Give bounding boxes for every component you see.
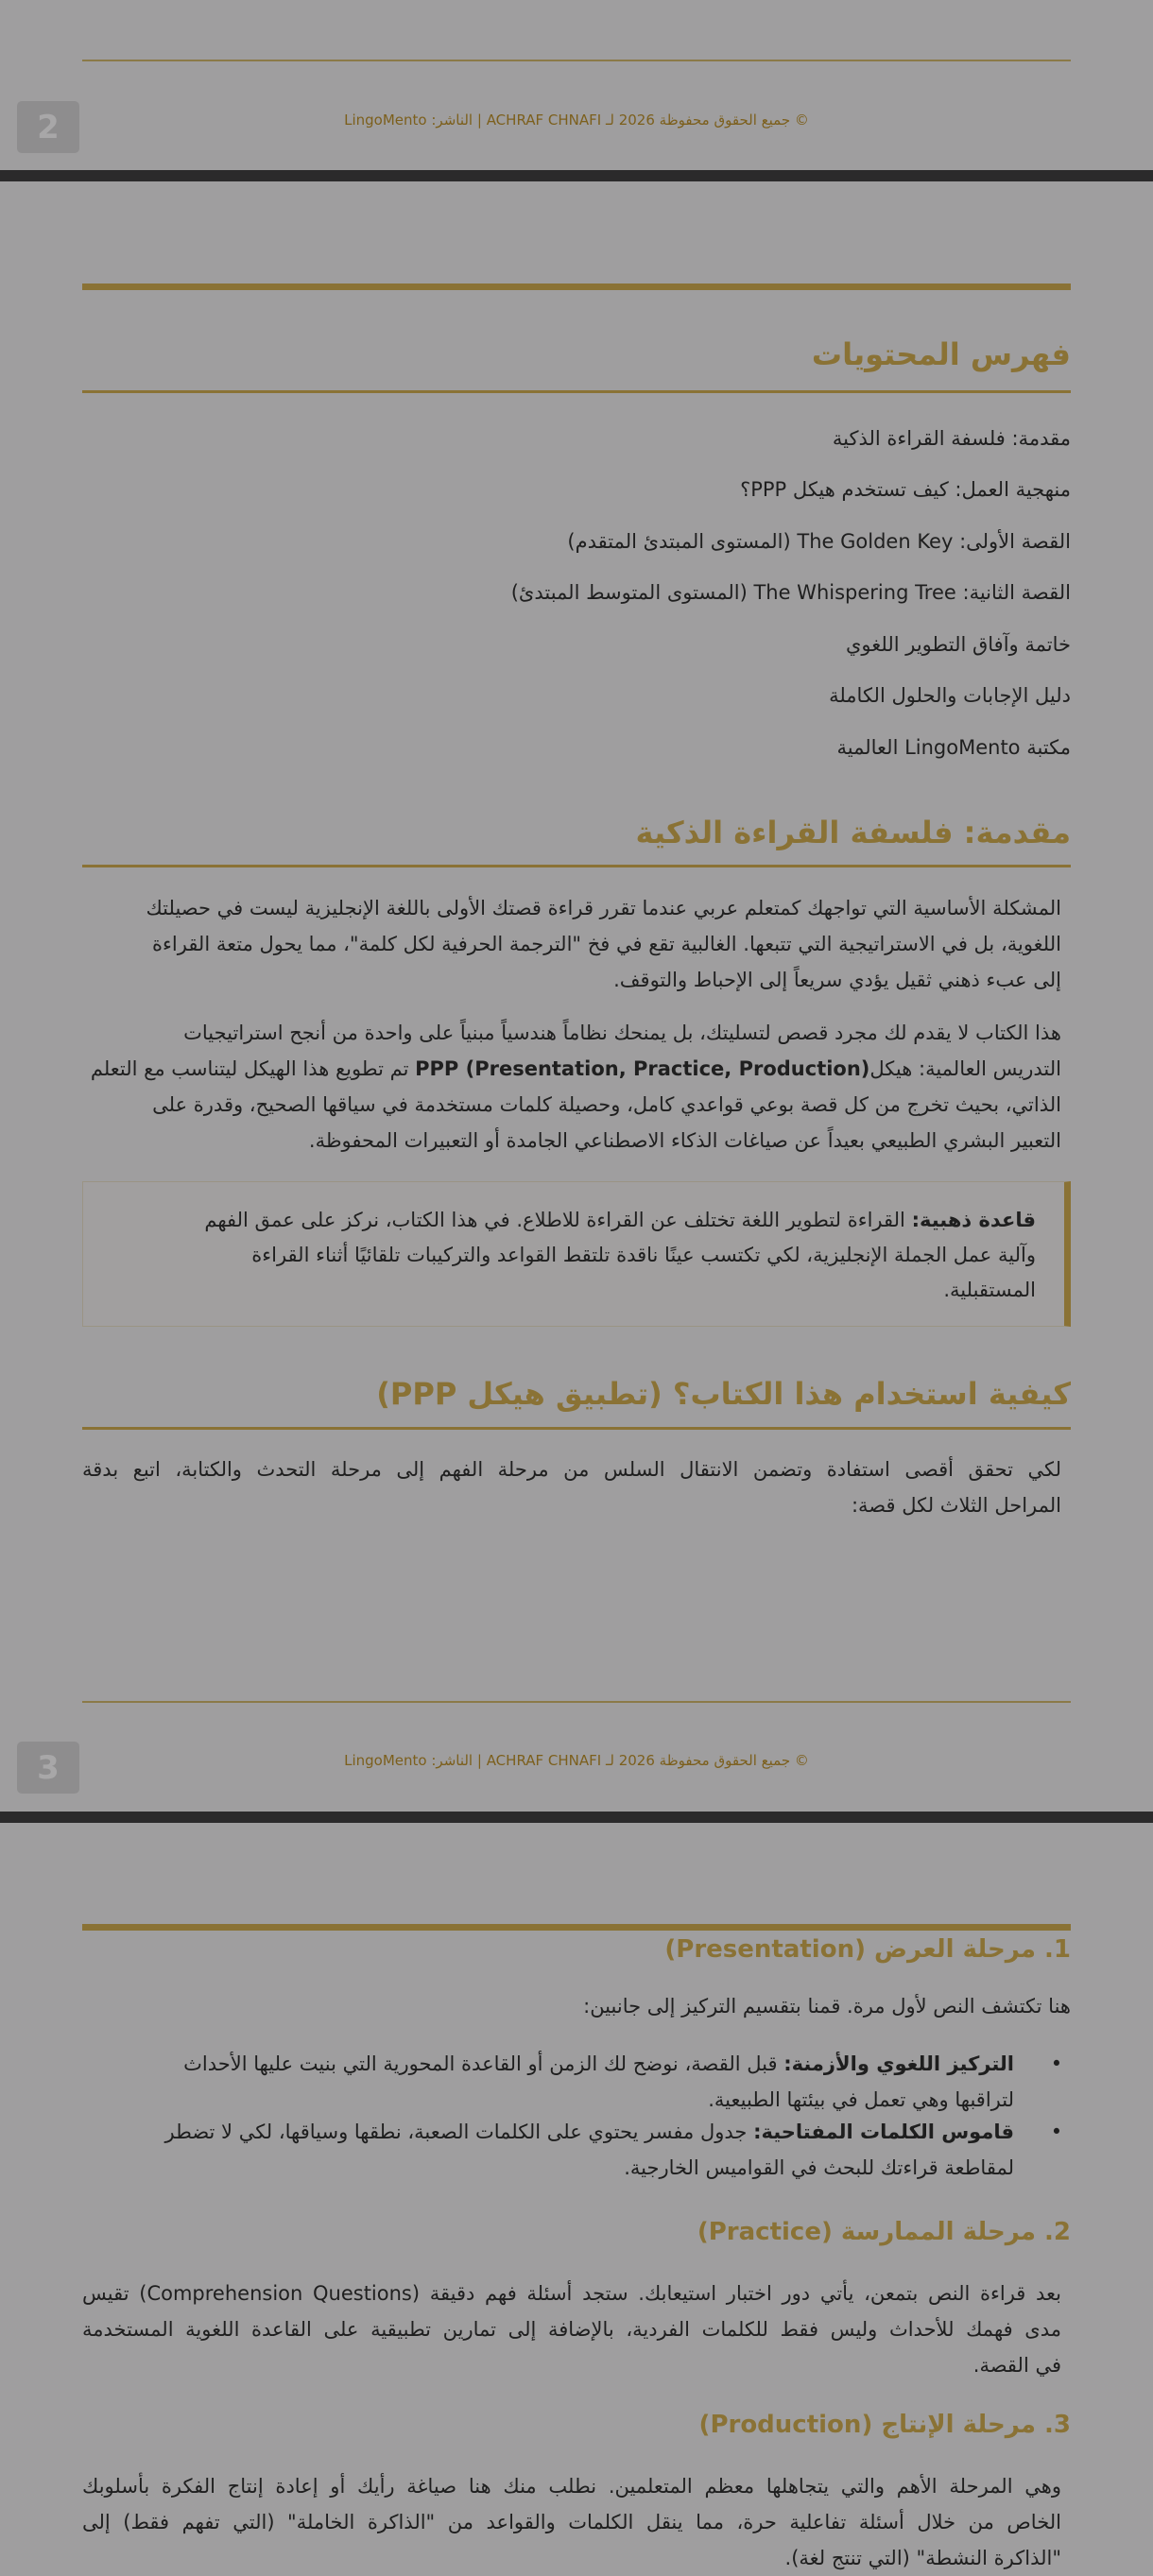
intro-paragraph-2: هذا الكتاب لا يقدم لك مجرد قصص لتسليتك، بل يمنحك نظاماً هندسياً مبنياً على واحدة من أنجح استراتيجيات التدريس العالمية: هيكلPPP (Presentation, Practice, Production) تم تطويع هذا الهيكل ليتناسب مع التعلم الذاتي، بحيث تخرج من كل قصة بوعي قواعدي كامل، وحصيلة كلمات مستخدمة في سياقها الصحيح، وقدرة على التعبير البشري الطبيعي بعيداً عن صياغات الذكاء الاصطناعي الجامدة أو التعبيرات المحفوظة. bbox=[90, 1022, 1061, 1152]
list-item: • قاموس الكلمات المفتاحية: جدول مفسر يحتوي على الكلمات الصعبة، نطقها وسياقها، لكي لا تضطر لمقاطعة قراءتك للبحث في القواميس الخارجية. bbox=[164, 2121, 1063, 2179]
page-number: 3 bbox=[17, 1742, 79, 1794]
phase1-intro: هنا تكتشف النص لأول مرة. قمنا بتقسيم التركيز إلى جانبين: bbox=[583, 1995, 1071, 2018]
phase1-title: 1. مرحلة العرض (Presentation) bbox=[664, 1935, 1071, 1964]
list-item: • التركيز اللغوي والأزمنة: قبل القصة، نوضح لك الزمن أو القاعدة المحورية التي بنيت عليها الأحداث لتراقبها وهي تعمل في بيئتها الطبيعية. bbox=[183, 2052, 1063, 2111]
phase3-paragraph: وهي المرحلة الأهم والتي يتجاهلها معظم المتعلمين. نطلب منك هنا صياغة رأيك أو إعادة إنتاج الفكرة بأسلوبك الخاص من خلال أسئلة تفاعلية حرة، مما ينقل الكلمات والقواعد من "الذاكرة الخاملة" (التي تفهم فقط) إلى "الذاكرة النشطة" (التي تنتج لغة). bbox=[82, 2475, 1061, 2569]
toc-item[interactable]: مكتبة LingoMento العالمية bbox=[836, 736, 1071, 759]
toc-item[interactable]: مقدمة: فلسفة القراءة الذكية bbox=[832, 427, 1071, 450]
toc-item[interactable]: منهجية العمل: كيف تستخدم هيكل PPP؟ bbox=[740, 478, 1071, 501]
footer-copyright: © جميع الحقوق محفوظة 2026 لـ ACHRAF CHNAFI | الناشر: LingoMento bbox=[344, 1752, 809, 1769]
footer-copyright: © جميع الحقوق محفوظة 2026 لـ ACHRAF CHNAFI | الناشر: LingoMento bbox=[344, 112, 809, 129]
footer-rule bbox=[82, 60, 1071, 61]
phase2-paragraph: بعد قراءة النص بتمعن، يأتي دور اختبار استيعابك. ستجد أسئلة فهم دقيقة (Comprehension Questions) تقيس مدى فهمك للأحداث وليس فقط للكلمات الفردية، بالإضافة إلى تمارين تطبيقية على القاعدة اللغوية المستخدمة في القصة. bbox=[82, 2282, 1061, 2377]
title-underline bbox=[82, 1427, 1071, 1430]
page-number: 2 bbox=[17, 101, 79, 153]
toc-item[interactable]: دليل الإجابات والحلول الكاملة bbox=[829, 684, 1071, 707]
toc-item[interactable]: القصة الثانية: The Whispering Tree (المستوى المتوسط المبتدئ) bbox=[510, 581, 1071, 604]
howto-paragraph: لكي تحقق أقصى استفادة وتضمن الانتقال السلس من مرحلة الفهم إلى مرحلة التحدث والكتابة، اتبع بدقة المراحل الثلاث لكل قصة: bbox=[82, 1458, 1061, 1517]
callout-label: قاعدة ذهبية: bbox=[911, 1209, 1036, 1231]
intro-title: مقدمة: فلسفة القراءة الذكية bbox=[635, 815, 1071, 850]
golden-rule-callout: قاعدة ذهبية: القراءة لتطوير اللغة تختلف عن القراءة للاطلاع. في هذا الكتاب، نركز على عمق الفهم وآلية عمل الجملة الإنجليزية، لكي تكتسب عينًا ناقدة تلتقط القواعد والتركيبات تلقائيًا أثناء القراءة المستقبلية. bbox=[82, 1181, 1071, 1327]
top-rule bbox=[82, 1924, 1071, 1931]
phase2-title: 2. مرحلة الممارسة (Practice) bbox=[697, 2218, 1071, 2246]
toc-title: فهرس المحتويات bbox=[811, 336, 1071, 372]
title-underline bbox=[82, 390, 1071, 393]
intro-paragraph-1: المشكلة الأساسية التي تواجهك كمتعلم عربي عندما تقرر قراءة قصتك الأولى باللغة الإنجليزية ليست في حصيلتك اللغوية، بل في الاستراتيجية التي تتبعها. الغالبية تقع في فخ "الترجمة الحرفية لكل كلمة"، مما يحول متعة القراءة إلى عبء ذهني ثقيل يؤدي سريعاً إلى الإحباط والتوقف. bbox=[146, 897, 1061, 991]
footer-rule bbox=[82, 1701, 1071, 1703]
title-underline bbox=[82, 865, 1071, 867]
page-separator bbox=[0, 1812, 1153, 1823]
page-separator bbox=[0, 170, 1153, 181]
toc-item[interactable]: خاتمة وآفاق التطوير اللغوي bbox=[845, 633, 1071, 656]
top-rule bbox=[82, 283, 1071, 290]
phase3-title: 3. مرحلة الإنتاج (Production) bbox=[698, 2411, 1071, 2439]
howto-title: كيفية استخدام هذا الكتاب؟ (تطبيق هيكل PPP) bbox=[376, 1376, 1071, 1412]
toc-item[interactable]: القصة الأولى: The Golden Key (المستوى المبتدئ المتقدم) bbox=[567, 530, 1071, 553]
